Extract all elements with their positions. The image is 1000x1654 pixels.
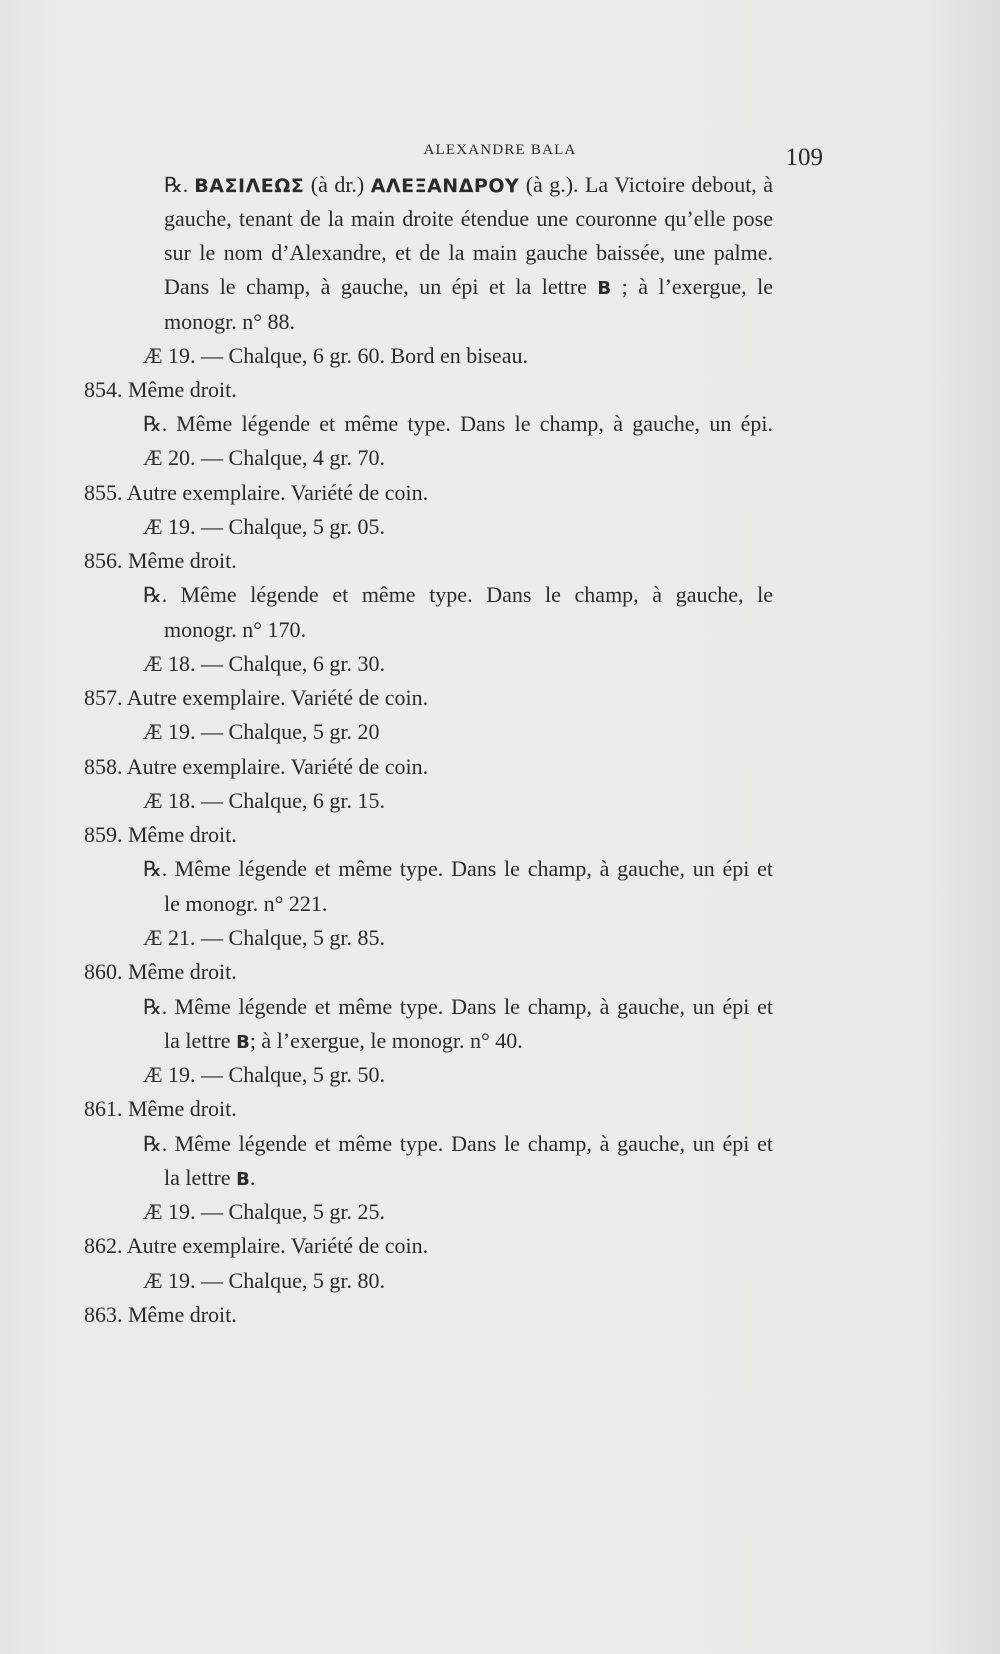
line-text: ; à l’exergue, le bbox=[611, 274, 773, 299]
text-line bbox=[143, 445, 385, 471]
text-line bbox=[143, 651, 385, 677]
line-text: Æ 18. — Chalque, 6 gr. 30. bbox=[143, 651, 385, 676]
line-text: Æ 20. — Chalque, 4 gr. 70. bbox=[143, 445, 385, 470]
line-text: 857. Autre exemplaire. Variété de coin. bbox=[84, 685, 429, 710]
line-text: gauche, tenant de la main droite étendue une couronne qu’elle pose bbox=[164, 206, 773, 231]
text-line bbox=[143, 856, 773, 882]
line-text: 861. Même droit. bbox=[84, 1096, 237, 1121]
text-line bbox=[164, 1028, 523, 1056]
line-text: Même légende et même type. Dans le champ, à gauche, un épi et bbox=[174, 856, 774, 881]
text-line bbox=[164, 274, 773, 302]
line-text: 855. Autre exemplaire. Variété de coin. bbox=[84, 480, 429, 505]
line-text: Æ 21. — Chalque, 5 gr. 85. bbox=[143, 925, 385, 950]
reverse-symbol: ℞. bbox=[143, 412, 177, 436]
line-text: Même légende et même type. Dans le champ, à gauche, le bbox=[180, 582, 773, 607]
text-line bbox=[143, 719, 380, 745]
line-text: 854. Même droit. bbox=[84, 377, 237, 402]
line-text: (à dr.) bbox=[304, 172, 371, 197]
line-text: . bbox=[249, 1165, 256, 1190]
text-line bbox=[164, 617, 306, 643]
letter-mark: B bbox=[236, 1169, 250, 1190]
text-line bbox=[164, 309, 295, 335]
line-text: Même légende et même type. Dans le champ, à gauche, un épi et bbox=[174, 994, 774, 1019]
line-text: 862. Autre exemplaire. Variété de coin. bbox=[84, 1233, 429, 1258]
text-line bbox=[84, 548, 237, 574]
line-text: Æ 19. — Chalque, 5 gr. 50. bbox=[143, 1062, 385, 1087]
text-line bbox=[84, 754, 428, 780]
text-line bbox=[143, 582, 773, 608]
text-line bbox=[84, 377, 237, 403]
line-text: Æ 19. — Chalque, 5 gr. 25. bbox=[143, 1199, 385, 1224]
page-number: 109 bbox=[785, 144, 823, 171]
greek-legend: ΑΛΕΞΑΝΔΡΟΥ bbox=[370, 175, 520, 197]
line-text: ; à l’exergue, le monogr. n° 40. bbox=[249, 1028, 523, 1053]
reverse-symbol: ℞. bbox=[143, 1132, 175, 1156]
line-text: monogr. n° 88. bbox=[164, 309, 296, 334]
line-text: Æ 19. — Chalque, 5 gr. 05. bbox=[143, 514, 385, 539]
line-text: Même légende et même type. Dans le champ, à gauche, un épi. bbox=[176, 411, 773, 436]
line-text: 858. Autre exemplaire. Variété de coin. bbox=[84, 754, 429, 779]
line-text: Dans le champ, à gauche, un épi et la lettre bbox=[164, 274, 598, 299]
text-line bbox=[143, 788, 385, 814]
reverse-symbol: ℞. bbox=[164, 173, 195, 197]
text-line bbox=[143, 1062, 385, 1088]
line-text: Æ 19. — Chalque, 6 gr. 60. Bord en biseau. bbox=[143, 343, 528, 368]
reverse-symbol: ℞. bbox=[143, 857, 175, 881]
text-line bbox=[164, 172, 773, 199]
running-head: ALEXANDRE BALA bbox=[423, 142, 577, 158]
text-line bbox=[143, 994, 773, 1020]
text-line bbox=[164, 240, 773, 266]
text-line bbox=[143, 925, 385, 951]
line-text: la lettre bbox=[164, 1165, 237, 1190]
line-text: (à g.). La Victoire debout, à bbox=[519, 172, 774, 197]
line-text: sur le nom d’Alexandre, et de la main gauche baissée, une palme. bbox=[164, 240, 773, 265]
text-line bbox=[84, 1302, 237, 1328]
text-line bbox=[143, 411, 773, 437]
line-text: Même légende et même type. Dans le champ, à gauche, un épi et bbox=[174, 1131, 774, 1156]
line-text: la lettre bbox=[164, 1028, 237, 1053]
line-text: Æ 18. — Chalque, 6 gr. 15. bbox=[143, 788, 385, 813]
text-line bbox=[84, 685, 428, 711]
line-text: le monogr. n° 221. bbox=[164, 891, 328, 916]
text-line bbox=[84, 1096, 237, 1122]
reverse-symbol: ℞. bbox=[143, 995, 175, 1019]
line-text: monogr. n° 170. bbox=[164, 617, 307, 642]
line-text: Æ 19. — Chalque, 5 gr. 20 bbox=[143, 719, 380, 744]
text-line bbox=[164, 1165, 255, 1193]
line-text: 863. Même droit. bbox=[84, 1302, 237, 1327]
text-line bbox=[164, 891, 327, 917]
text-line bbox=[84, 959, 237, 985]
text-line bbox=[143, 514, 385, 540]
text-line bbox=[143, 1199, 385, 1225]
text-line bbox=[84, 822, 237, 848]
text-line bbox=[84, 1233, 428, 1259]
letter-mark: B bbox=[236, 1032, 250, 1053]
line-text: 860. Même droit. bbox=[84, 959, 237, 984]
line-text: Æ 19. — Chalque, 5 gr. 80. bbox=[143, 1268, 385, 1293]
letter-mark: B bbox=[597, 278, 612, 299]
text-line bbox=[143, 343, 528, 369]
text-line bbox=[143, 1268, 385, 1294]
text-line bbox=[164, 206, 773, 232]
reverse-symbol: ℞. bbox=[143, 583, 181, 607]
text-line bbox=[84, 480, 428, 506]
greek-legend: ΒΑΣΙΛΕΩΣ bbox=[194, 175, 305, 197]
text-line bbox=[143, 1131, 773, 1157]
line-text: 856. Même droit. bbox=[84, 548, 237, 573]
line-text: 859. Même droit. bbox=[84, 822, 237, 847]
